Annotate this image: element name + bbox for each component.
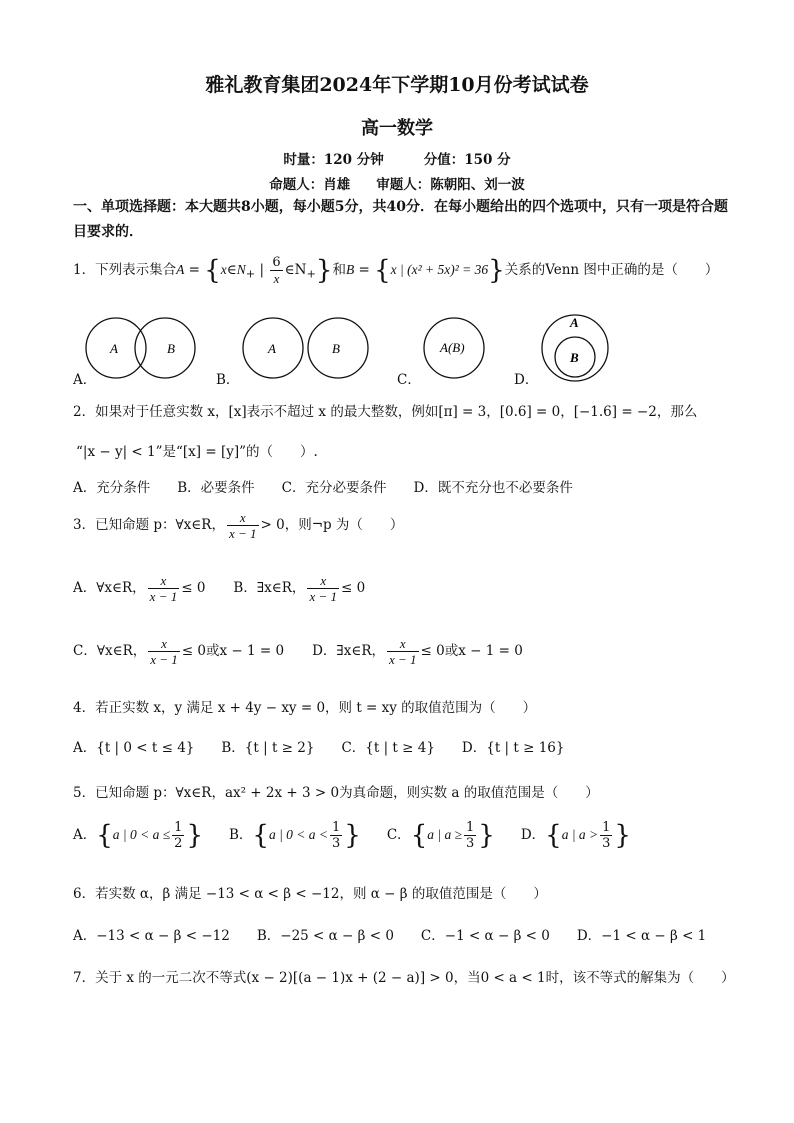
section-heading: 一、单项选择题：本大题共8小题，每小题5分，共40分．在每小题给出的四个选项中，只有一项是符合题目要求的． bbox=[73, 199, 728, 240]
question-4-stem: 4．若正实数 x，y 满足 x + 4y − xy = 0，则 t = xy 的取值范围为（ ） bbox=[73, 700, 537, 716]
frac-den: 2 bbox=[174, 836, 183, 851]
question-1-stem: 1．下列表示集合$A = \{x\in N_+$ | $\frac{6}{x}$ $\in N_+$}和B = {x | (x² + 5x)² = 36}关系的Venn 图中正确的是（ ） bbox=[73, 255, 719, 286]
q3-a-post: ≤ 0 bbox=[181, 580, 206, 596]
q3-option-a[interactable] bbox=[73, 573, 206, 604]
q5-a-label: A． bbox=[73, 827, 97, 843]
q1-option-a[interactable]: A． bbox=[73, 372, 97, 388]
frac-num: x bbox=[227, 510, 259, 526]
reviewer-label: 审题人：陈朝阳、刘一波 bbox=[376, 177, 525, 193]
q5-option-a[interactable] bbox=[73, 820, 203, 851]
q1-tail: 关系的Venn 图中正确的是（ ） bbox=[504, 262, 719, 278]
brace-right: } bbox=[344, 820, 361, 851]
q5-d-fraction bbox=[600, 820, 612, 851]
venn-a-label-b: B bbox=[167, 341, 175, 356]
frac-den: 3 bbox=[332, 836, 341, 851]
venn-c bbox=[424, 318, 484, 378]
venn-options bbox=[70, 310, 690, 390]
exam-authors bbox=[0, 173, 794, 193]
q3-b-post: ≤ 0 bbox=[340, 580, 366, 596]
question-2-options[interactable]: A．充分条件 B．必要条件 C．充分必要条件 D．既不充分也不必要条件 bbox=[73, 480, 573, 496]
q3-option-b[interactable] bbox=[233, 573, 366, 604]
brace-right: } bbox=[478, 820, 495, 851]
brace-left: { bbox=[374, 255, 391, 286]
frac-den: 3 bbox=[602, 836, 611, 851]
q3-options-cd bbox=[73, 636, 523, 667]
frac-num: x bbox=[307, 573, 339, 589]
frac-den: x − 1 bbox=[228, 526, 257, 541]
q1-option-b[interactable]: B． bbox=[216, 372, 240, 388]
frac-num: 6 bbox=[272, 255, 281, 270]
venn-d bbox=[542, 315, 608, 381]
venn-d-label-a: A bbox=[570, 315, 579, 330]
frac-num: 1 bbox=[465, 820, 475, 835]
question-6-options[interactable]: A．−13 < α − β < −12 B．−25 < α − β < 0 C．−1 < α − β < 0 D．−1 < α − β < 1 bbox=[73, 928, 707, 944]
frac-num: x bbox=[148, 636, 180, 652]
q3-option-d[interactable] bbox=[312, 636, 523, 667]
q3-fraction bbox=[227, 510, 259, 541]
venn-b-label-b: B bbox=[332, 341, 340, 356]
q5-d-body: a | a > bbox=[561, 827, 599, 842]
q5-option-d[interactable] bbox=[520, 820, 631, 851]
brace-right: } bbox=[488, 255, 505, 286]
q1-set-a-body: x∈N bbox=[220, 262, 246, 277]
q1-set-b-name: B bbox=[345, 262, 355, 277]
time-label: 时量：120 分钟 bbox=[283, 152, 384, 168]
q3-c-fraction bbox=[148, 636, 180, 667]
frac-num: 1 bbox=[174, 820, 183, 835]
exam-time-score bbox=[0, 148, 794, 168]
q3-stem-post: > 0，则¬p 为（ ） bbox=[260, 517, 404, 533]
frac-den: x bbox=[273, 271, 280, 286]
frac-num: 1 bbox=[602, 820, 611, 835]
brace-left: { bbox=[545, 820, 562, 851]
question-7-stem: 7．关于 x 的一元二次不等式(x − 2)[(a − 1)x + (2 − a)] > 0，当0 < a < 1时，该不等式的解集为（ ） bbox=[73, 970, 735, 986]
question-5-stem: 5．已知命题 p：∀x∈R，ax² + 2x + 3 > 0为真命题，则实数 a 的取值范围是（ ） bbox=[73, 785, 599, 801]
frac-num: x bbox=[387, 636, 419, 652]
author-label: 命题人：肖雄 bbox=[269, 177, 351, 193]
q3-d-post: ≤ 0或x − 1 = 0 bbox=[420, 643, 523, 659]
question-6-stem: 6．若实数 α，β 满足 −13 < α < β < −12，则 α − β 的取值范围是（ ） bbox=[73, 886, 547, 902]
frac-num: x bbox=[148, 573, 180, 589]
q5-option-b[interactable] bbox=[228, 820, 361, 851]
score-label: 分值：150 分 bbox=[423, 152, 511, 168]
q1-sub: + bbox=[245, 267, 256, 281]
question-4-options[interactable]: A．{t | 0 < t ≤ 4} B．{t | t ≥ 2} C．{t | t ≥ 4} D．{t | t ≥ 16} bbox=[73, 740, 565, 756]
frac-den: x − 1 bbox=[149, 589, 178, 604]
question-3-stem bbox=[73, 510, 403, 541]
q1-set-b-body: x | (x² + 5x)² = 36 bbox=[390, 262, 489, 277]
q5-a-body: a | 0 < a ≤ bbox=[112, 827, 171, 842]
q3-b-pre: B．∃x∈R， bbox=[233, 580, 306, 596]
frac-num: 1 bbox=[332, 820, 341, 835]
q3-b-fraction bbox=[307, 573, 339, 604]
q5-c-body: a | a ≥ bbox=[427, 827, 462, 842]
q1-fraction bbox=[270, 255, 282, 286]
brace-right: } bbox=[186, 820, 203, 851]
q5-option-c[interactable] bbox=[386, 820, 495, 851]
q1-intro: 1．下列表示集合 bbox=[73, 262, 177, 278]
question-2-line2: “|x − y| < 1”是“[x] = [y]”的（ ）. bbox=[76, 444, 318, 460]
brace-right: } bbox=[315, 255, 333, 286]
q3-d-pre: D．∃x∈R， bbox=[312, 643, 385, 659]
q3-options-ab bbox=[73, 573, 365, 604]
q5-a-fraction bbox=[172, 820, 184, 851]
q3-a-fraction bbox=[148, 573, 180, 604]
q3-option-c[interactable] bbox=[73, 636, 285, 667]
exam-subject: 高一数学 bbox=[361, 118, 433, 139]
frac-den: x − 1 bbox=[309, 589, 337, 604]
frac-den: x − 1 bbox=[150, 652, 178, 667]
q1-set-a-post: ∈N bbox=[284, 262, 307, 278]
q5-d-label: D． bbox=[520, 827, 546, 843]
q1-and: 和 bbox=[332, 262, 346, 278]
q1-option-c[interactable]: C． bbox=[397, 372, 421, 388]
q1-sub: + bbox=[306, 267, 316, 281]
q5-b-fraction bbox=[330, 820, 342, 851]
q3-c-pre: C．∀x∈R， bbox=[73, 643, 147, 659]
brace-left: { bbox=[96, 820, 113, 851]
venn-c-label: A(B) bbox=[440, 340, 465, 355]
q5-c-fraction bbox=[464, 820, 476, 851]
venn-a bbox=[86, 318, 195, 378]
brace-left: { bbox=[252, 820, 269, 851]
venn-a-label-a: A bbox=[110, 341, 118, 356]
q1-option-d[interactable]: D． bbox=[514, 372, 539, 388]
brace-left: { bbox=[410, 820, 428, 851]
q1-bar: | bbox=[255, 262, 269, 278]
venn-b-label-a: A bbox=[268, 341, 276, 356]
q3-c-post: ≤ 0或x − 1 = 0 bbox=[181, 643, 285, 659]
q5-options bbox=[73, 820, 631, 851]
exam-title: 雅礼教育集团2024年下学期10月份考试试卷 bbox=[205, 74, 589, 96]
brace-left: { bbox=[204, 255, 221, 286]
q5-c-label: C． bbox=[386, 827, 411, 843]
q3-stem-pre: 3．已知命题 p：∀x∈R， bbox=[73, 517, 225, 533]
venn-b bbox=[243, 318, 368, 378]
frac-den: 3 bbox=[465, 836, 475, 851]
venn-d-label-b: B bbox=[570, 350, 579, 365]
q1-set-a-name: A bbox=[176, 262, 185, 277]
question-2-line1: 2．如果对于任意实数 x，[x]表示不超过 x 的最大整数，例如[π] = 3，[0.6] = 0，[−1.6] = −2，那么 bbox=[73, 404, 698, 420]
q3-d-fraction bbox=[387, 636, 419, 667]
q3-a-pre: A．∀x∈R， bbox=[73, 580, 146, 596]
q5-b-label: B． bbox=[228, 827, 253, 843]
q5-b-body: a | 0 < a < bbox=[268, 827, 329, 842]
brace-right: } bbox=[614, 820, 631, 851]
frac-den: x − 1 bbox=[389, 652, 417, 667]
